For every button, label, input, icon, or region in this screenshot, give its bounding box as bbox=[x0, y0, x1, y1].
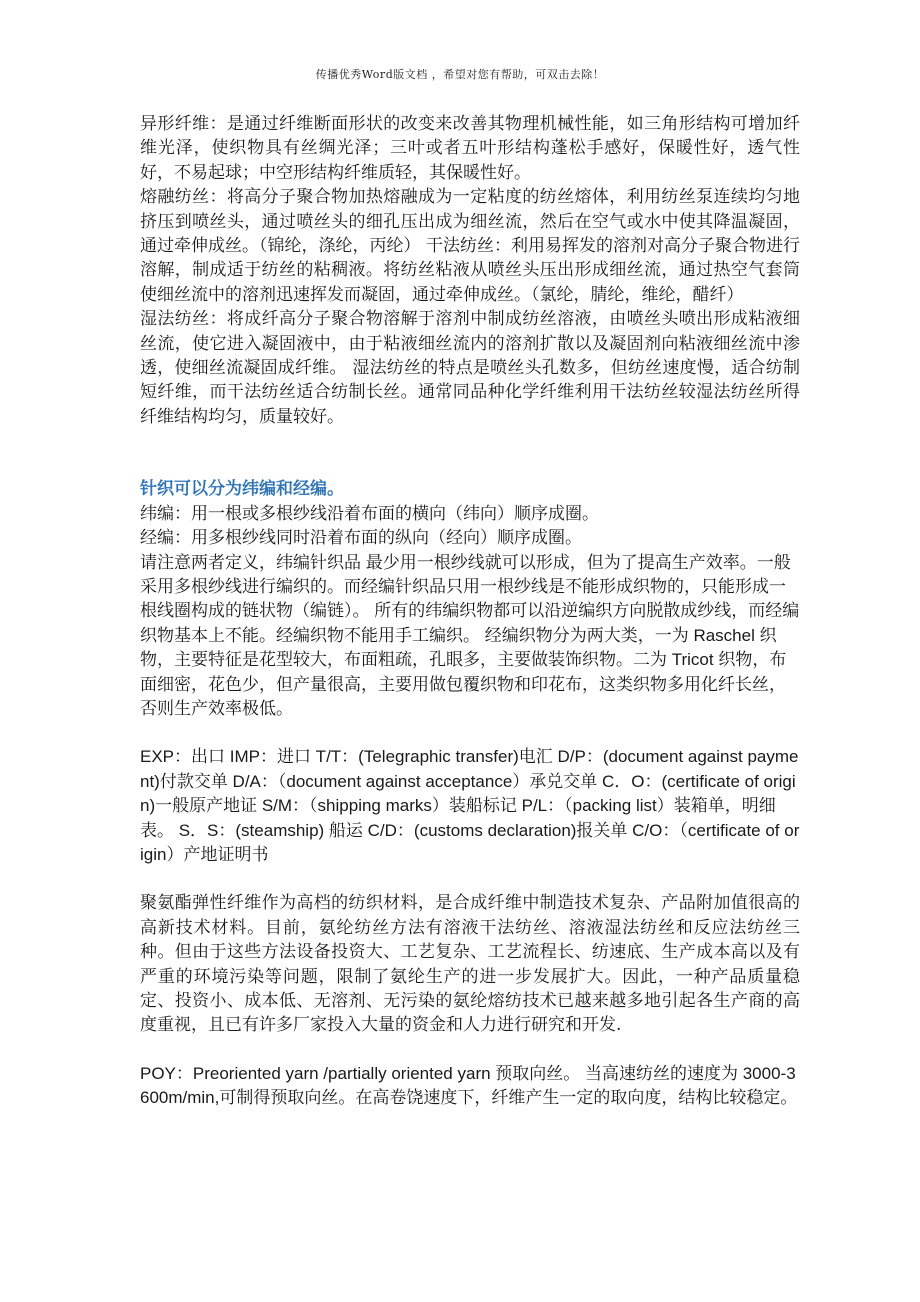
paragraph-weft-knitting: 纬编：用一根或多根纱线沿着布面的横向（纬向）顺序成圈。 bbox=[140, 503, 599, 524]
paragraph-profiled-fiber: 异形纤维：是通过纤维断面形状的改变来改善其物理机械性能，如三角形结构可增加纤维光泽，使织物具有丝绸光泽；三叶或者五叶形结构蓬松手感好，保暖性好，透气性好，不易起球；中空形结构纤维质轻，其保暖性好。 bbox=[140, 114, 800, 183]
section-heading-knitting: 针织可以分为纬编和经编。 bbox=[140, 479, 344, 500]
spacer bbox=[140, 721, 800, 745]
spacer bbox=[140, 1038, 800, 1062]
paragraph-trade-terms: EXP：出口 IMP：进口 T/T：(Telegraphic transfer)电汇 D/P：(document against payment)付款交单 D/A：（document against acceptance）承兑交单 C．O：(certificate of origin)一般原产地证 S/M：（shipping marks）装船标记 P/L：（packing list）装箱单，明细表。 S．S：(steamship) 船运 C/D：(customs declaration)报关单 C/O：（certificate of origin）产地证明书 bbox=[140, 747, 800, 864]
spacer bbox=[140, 429, 800, 477]
paragraph-wet-spinning: 湿法纺丝：将成纤高分子聚合物溶解于溶剂中制成纺丝溶液，由喷丝头喷出形成粘液细丝流，使它进入凝固液中，由于粘液细丝流内的溶剂扩散以及凝固剂向粘液细丝流中渗透，使细丝流凝固成纤维。 湿法纺丝的特点是喷丝头孔数多，但纺丝速度慢，适合纺制短纤维，而干法纺丝适合纺制长丝。通常同品种化学纤维利用干法纺丝较湿法纺丝所得纤维结构均匀，质量较好。 bbox=[140, 309, 800, 427]
paragraph-melt-spinning: 熔融纺丝：将高分子聚合物加热熔融成为一定粘度的纺丝熔体，利用纺丝泵连续均匀地挤压到喷丝头，通过喷丝头的细孔压出成为细丝流，然后在空气或水中使其降温凝固，通过牵伸成丝。（锦纶，涤纶，丙纶） 干法纺丝：利用易挥发的溶剂对高分子聚合物进行溶解，制成适于纺丝的粘稠液。将纺丝粘液从喷丝头压出形成细丝流，通过热空气套筒使细丝流中的溶剂迅速挥发而凝固，通过牵伸成丝。（氯纶，腈纶，维纶，醋纤） bbox=[140, 187, 800, 305]
document-body bbox=[140, 112, 800, 1111]
paragraph-spandex: 聚氨酯弹性纤维作为高档的纺织材料，是合成纤维中制造技术复杂、产品附加值很高的高新技术材料。目前，氨纶纺丝方法有溶液干法纺丝、溶液湿法纺丝和反应法纺丝三种。但由于这些方法设备投资大、工艺复杂、工艺流程长、纺速底、生产成本高以及有严重的环境污染等问题，限制了氨纶生产的进一步发展扩大。因此，一种产品质量稳定、投资小、成本低、无溶剂、无污染的氨纶熔纺技术已越来越多地引起各生产商的高度重视，且已有许多厂家投入大量的资金和人力进行研究和开发. bbox=[140, 893, 800, 1036]
paragraph-warp-knitting: 经编：用多根纱线同时沿着布面的纵向（经向）顺序成圈。 bbox=[140, 528, 582, 549]
page-header-note: 传播优秀Word版文档 ，希望对您有帮助，可双击去除！ bbox=[315, 68, 605, 81]
paragraph-poy: POY：Preoriented yarn /partially oriented yarn 预取向丝。 当高速纺丝的速度为 3000-3600m/min,可制得预取向丝。在高卷饶速度下，纤维产生一定的取向度，结构比较稳定。 bbox=[140, 1063, 798, 1108]
paragraph-knitting-notes: 请注意两者定义，纬编针织品 最少用一根纱线就可以形成，但为了提高生产效率。一般采用多根纱线进行编织的。而经编针织品只用一根纱线是不能形成织物的，只能形成一根线圈构成的链状物（编链）。 所有的纬编织物都可以沿逆编织方向脱散成纱线，而经编织物基本上不能。经编织物不能用手工编织。 经编织物分为两大类，一为 Raschel 织物，主要特征是花型较大，布面粗疏，孔眼多，主要做装饰织物。二为 Tricot 织物，布面细密，花色少，但产量很高，主要用做包覆织物和印花布，这类织物多用化纤长丝，否则生产效率极低。 bbox=[140, 552, 800, 718]
spacer bbox=[140, 867, 800, 891]
